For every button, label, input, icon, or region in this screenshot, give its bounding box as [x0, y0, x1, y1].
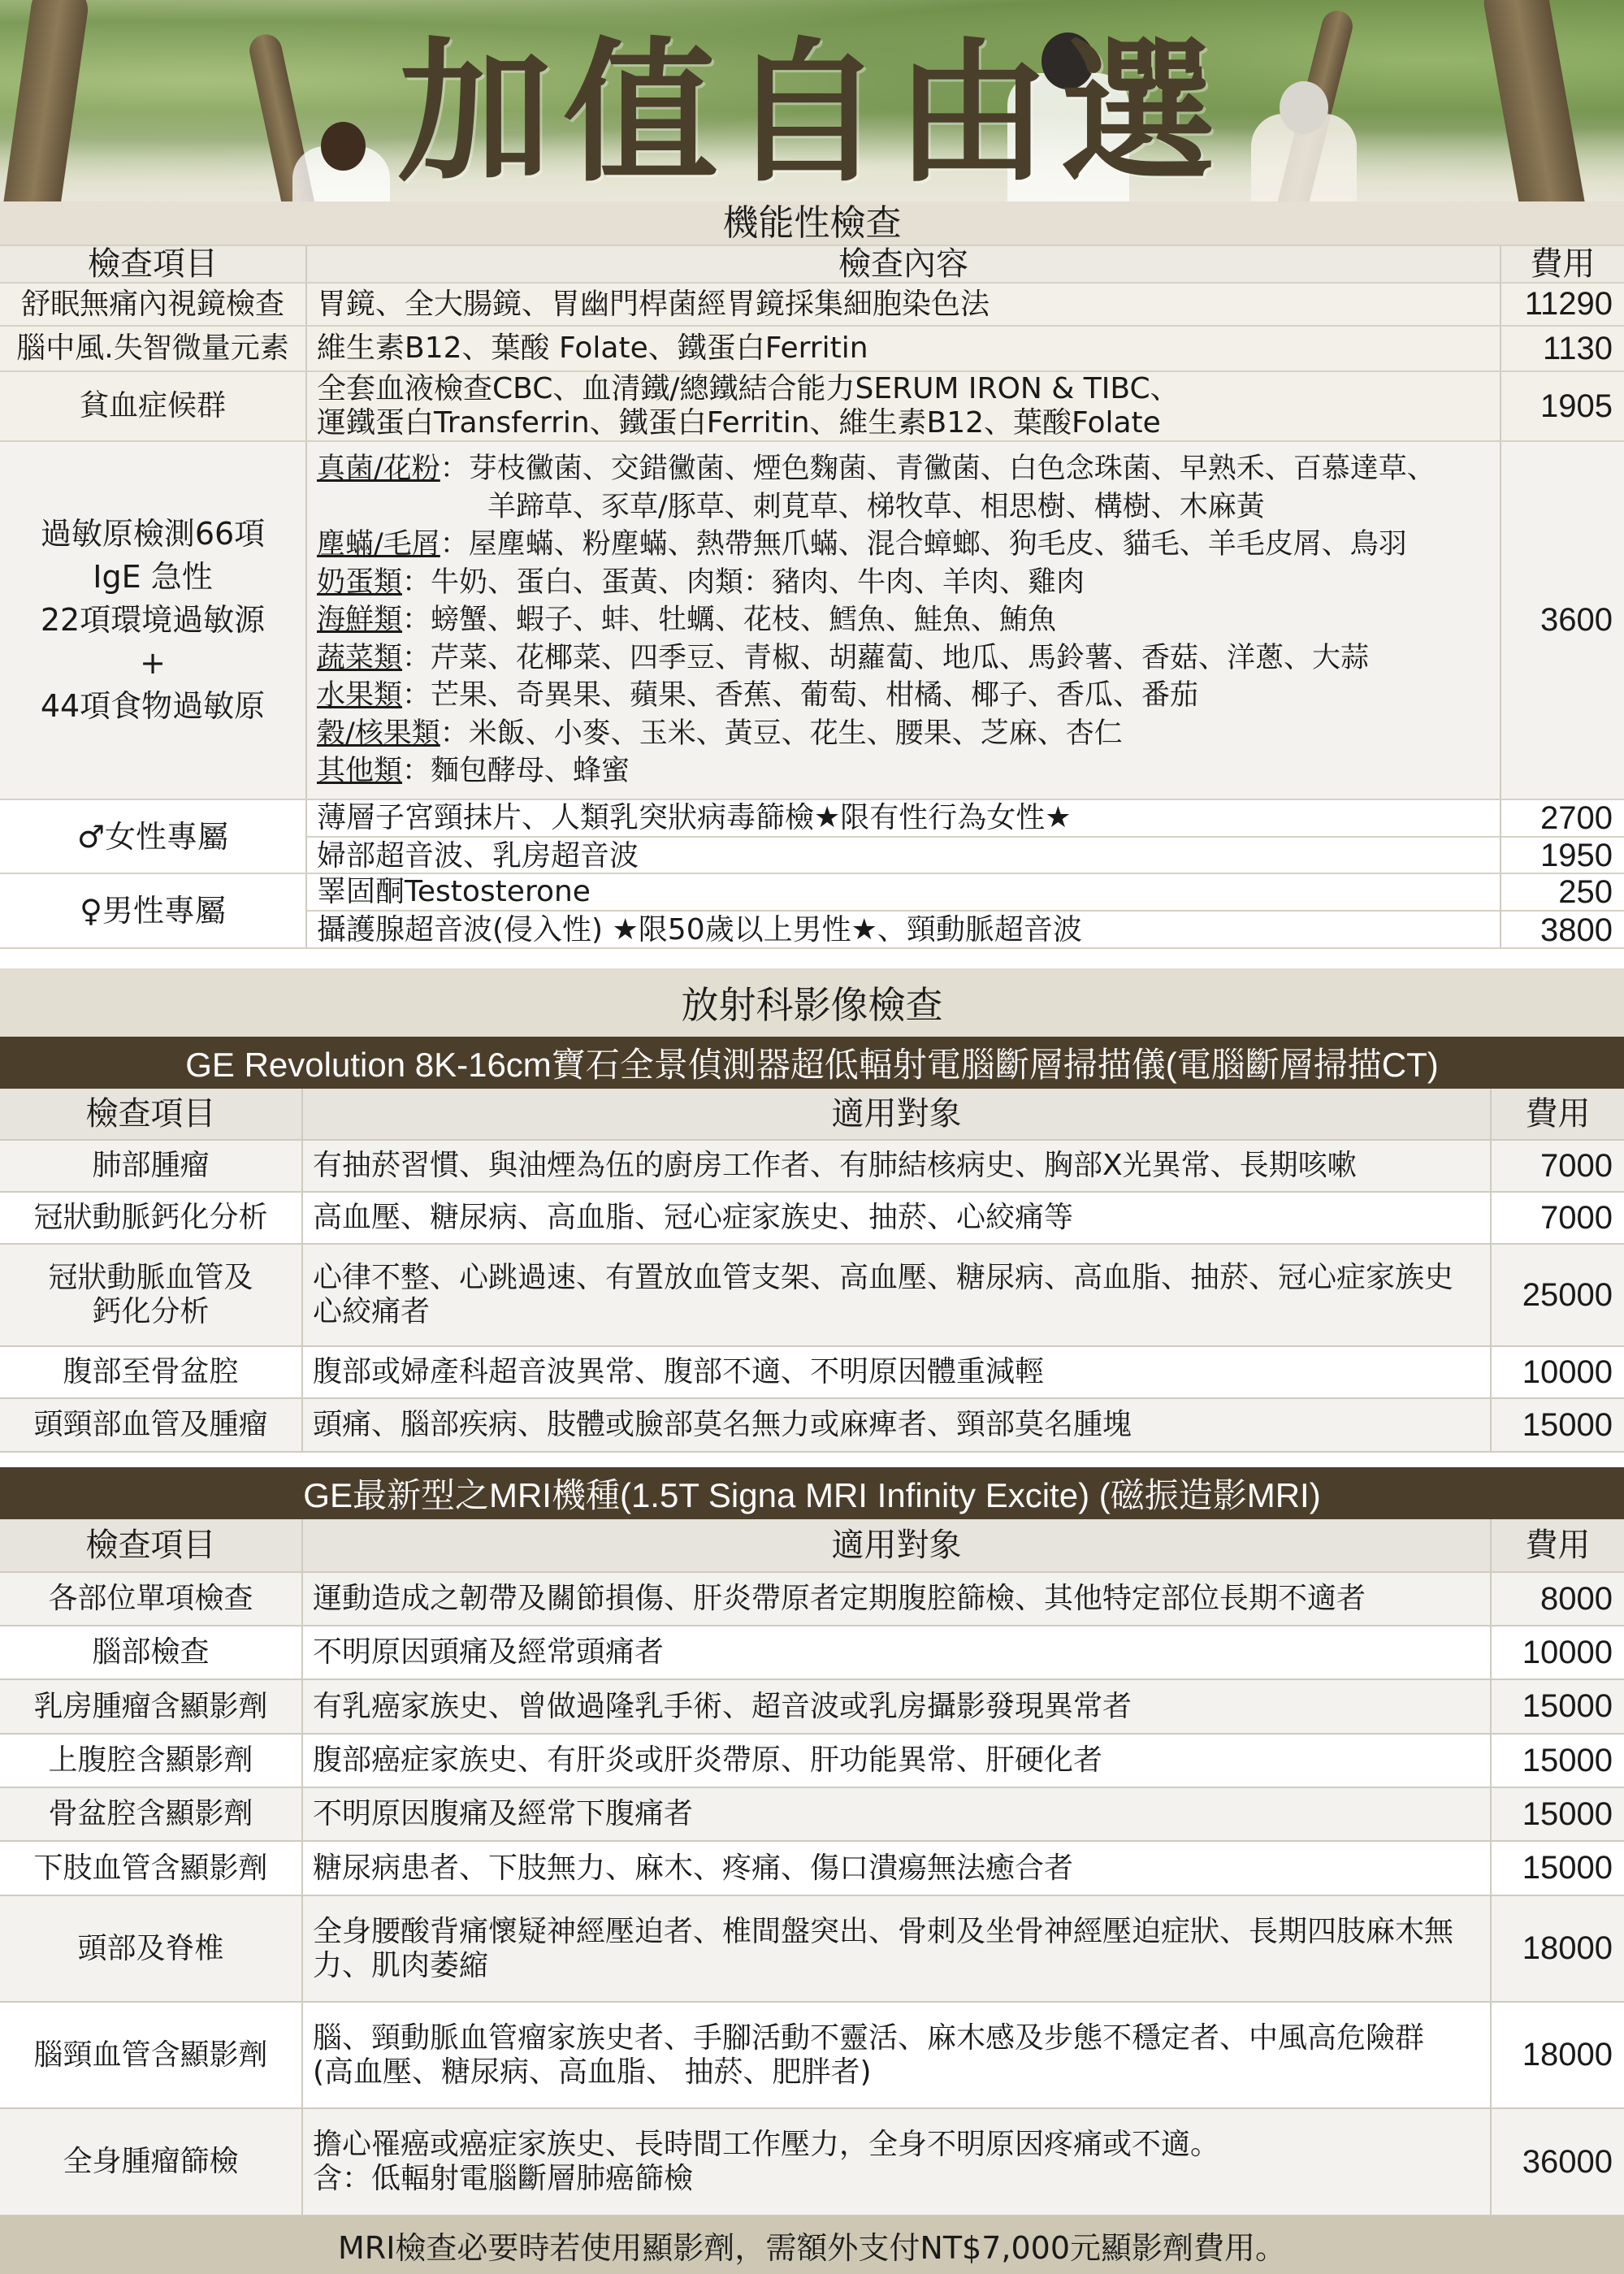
exam-target: 腹部或婦產科超音波異常、腹部不適、不明原因體重減輕: [313, 1355, 1045, 1388]
exam-item: 腦中風.失智微量元素: [16, 331, 289, 365]
header-item: 檢查項目: [88, 245, 218, 283]
allergy-category: 蔬菜類: [317, 641, 403, 674]
table-row: [0, 1141, 1624, 1193]
allergy-item-line: 22項環境過敏源: [40, 602, 266, 638]
male-group: [0, 874, 1624, 949]
exam-target-line: (高血壓、糖尿病、高血脂、 抽菸、肥胖者): [313, 2055, 872, 2089]
exam-fee: 8000: [1540, 1580, 1613, 1617]
exam-target: 有抽菸習慣、與油煙為伍的廚房工作者、有肺結核病史、胸部X光異常、長期咳嗽: [313, 1149, 1357, 1182]
header-content: 檢查內容: [838, 245, 968, 283]
section-gap: [0, 949, 1624, 968]
page-title: 加值自由選: [397, 24, 1227, 201]
male-exclusive-label: ♀男性專屬: [80, 893, 226, 929]
exam-content: 維生素B12、葉酸 Folate、鐵蛋白Ferritin: [317, 331, 868, 365]
table-row: [0, 1626, 1624, 1680]
allergy-items: 羊蹄草、豕草/豚草、刺莧草、梯牧草、相思樹、構樹、木麻黃: [487, 490, 1265, 523]
exam-fee: 10000: [1522, 1354, 1613, 1390]
table-row: [0, 1573, 1624, 1626]
female-group: [0, 800, 1624, 874]
allergy-line: [317, 715, 1436, 753]
exam-fee: 15000: [1522, 1795, 1613, 1832]
allergy-items: ：米飯、小麥、玉米、黃豆、花生、腰果、芝麻、杏仁: [440, 717, 1123, 750]
exam-target-line: 腦、頸動脈血管瘤家族史者、手腳活動不靈活、麻木感及步態不穩定者、中風高危險群: [313, 2021, 1425, 2055]
allergy-line: [317, 752, 1436, 790]
allergy-item-line: +: [140, 645, 166, 681]
exam-item: 上腹腔含顯影劑: [48, 1743, 253, 1777]
table-row: [0, 2109, 1624, 2216]
exam-fee: 1950: [1540, 838, 1613, 873]
exam-item: 舒眠無痛內視鏡檢查: [20, 287, 284, 321]
exam-fee: 15000: [1522, 1688, 1613, 1724]
contrast-fee-note: MRI檢查必要時若使用顯影劑，需額外支付NT$7,000元顯影劑費用。: [0, 2216, 1624, 2274]
table-row: [0, 2003, 1624, 2109]
exam-content: 攝護腺超音波(侵入性) ★限50歲以上男性★、頸動脈超音波: [317, 913, 1082, 946]
exam-target: 不明原因腹痛及經常下腹痛者: [313, 1797, 694, 1830]
exam-fee: 250: [1558, 873, 1613, 910]
section-title-row: [0, 201, 1624, 246]
exam-target-line: 擔心罹癌或癌症家族史、長時間工作壓力，全身不明原因疼痛或不適。: [313, 2128, 1220, 2161]
section-title: 機能性檢查: [722, 201, 902, 244]
table-row: [0, 1245, 1624, 1347]
header-item: 檢查項目: [85, 1095, 216, 1133]
table-header-row: [0, 1519, 1624, 1573]
allergy-item-line: 過敏原檢測66項: [40, 516, 266, 552]
table-row: [0, 1735, 1624, 1788]
allergy-line: [317, 677, 1436, 715]
exam-item: 冠狀動脈鈣化分析: [33, 1201, 268, 1234]
header-fee: 費用: [1525, 1095, 1591, 1133]
table-row: [0, 1842, 1624, 1896]
allergy-items: ：屋塵蟎、粉塵蟎、熱帶無爪蟎、混合蟑螂、狗毛皮、貓毛、羊毛皮屑、鳥羽: [440, 528, 1407, 561]
exam-target-line: 心律不整、心跳過速、有置放血管支架、高血壓、糖尿病、高血脂、抽菸、冠心症家族史: [313, 1261, 1454, 1294]
exam-item: 頭部及脊椎: [77, 1931, 224, 1965]
allergy-category: 穀/核果類: [317, 717, 440, 750]
table-row: [0, 1896, 1624, 2003]
allergy-line: [317, 564, 1436, 602]
table-row: [0, 1399, 1624, 1453]
exam-item: 腹部至骨盆腔: [63, 1355, 239, 1388]
allergy-item-line: IgE 急性: [93, 559, 213, 595]
exam-target: 糖尿病患者、下肢無力、麻木、疼痛、傷口潰瘍無法癒合者: [313, 1851, 1074, 1885]
exam-fee: 7000: [1540, 1147, 1613, 1184]
mri-banner: GE最新型之MRI機種(1.5T Signa MRI Infinity Excite) (磁振造影MRI): [0, 1467, 1624, 1519]
exam-content: 婦部超音波、乳房超音波: [317, 838, 639, 873]
allergy-items: ：芒果、奇異果、蘋果、香蕉、葡萄、柑橘、椰子、香瓜、番茄: [402, 679, 1199, 713]
allergy-line: [317, 488, 1436, 526]
exam-item: 腦頸血管含顯影劑: [33, 2038, 268, 2072]
exam-fee: 1905: [1540, 388, 1613, 424]
ct-banner: GE Revolution 8K-16cm寶石全景偵測器超低輻射電腦斷層掃描儀(電腦斷層掃描CT): [0, 1037, 1624, 1089]
exam-item-line: 鈣化分析: [92, 1295, 210, 1328]
exam-target-line: 力、肌肉萎縮: [313, 1948, 489, 1982]
exam-content: 睪固酮Testosterone: [317, 875, 591, 908]
header-target: 適用對象: [831, 1527, 962, 1564]
exam-fee: 18000: [1522, 2037, 1613, 2073]
exam-target: 腹部癌症家族史、有肝炎或肝炎帶原、肝功能異常、肝硬化者: [313, 1743, 1103, 1777]
table-header-row: [0, 1089, 1624, 1141]
exam-fee: 1130: [1542, 330, 1613, 366]
allergy-category: 海鮮類: [317, 604, 403, 637]
header-target: 適用對象: [831, 1095, 962, 1133]
exam-content: 薄層子宮頸抹片、人類乳突狀病毒篩檢★限有性行為女性★: [317, 801, 1072, 834]
exam-item-line: 冠狀動脈血管及: [48, 1261, 253, 1294]
allergy-line: [317, 526, 1436, 564]
exam-item: 頭頸部血管及腫瘤: [33, 1408, 268, 1441]
table-row: [0, 1680, 1624, 1735]
allergy-item-line: 44項食物過敏原: [40, 688, 266, 724]
exam-target-line: 全身腰酸背痛懷疑神經壓迫者、椎間盤突出、骨刺及坐骨神經壓迫症狀、長期四肢麻木無: [313, 1914, 1454, 1948]
allergy-line: [317, 639, 1436, 678]
exam-content-line: 全套血液檢查CBC、血清鐵/總鐵結合能力SERUM IRON & TIBC、: [317, 372, 1180, 405]
exam-target: 高血壓、糖尿病、高血脂、冠心症家族史、抽菸、心絞痛等: [313, 1201, 1074, 1234]
allergy-items: ：牛奶、蛋白、蛋黃、肉類：豬肉、牛肉、羊肉、雞肉: [402, 565, 1085, 599]
header-item: 檢查項目: [85, 1527, 216, 1564]
allergy-line: [317, 601, 1436, 639]
exam-item: 全身腫瘤篩檢: [63, 2145, 239, 2178]
table-row: [0, 1347, 1624, 1399]
exam-fee: 7000: [1540, 1199, 1613, 1236]
exam-target: 頭痛、腦部疾病、肢體或臉部莫名無力或麻痺者、頸部莫名腫塊: [313, 1408, 1132, 1441]
table-header-row: [0, 246, 1624, 284]
section-gap: [0, 1453, 1624, 1467]
radiology-section-title: 放射科影像檢查: [0, 968, 1624, 1037]
exam-fee: 3800: [1540, 912, 1613, 948]
exam-target: 不明原因頭痛及經常頭痛者: [313, 1635, 665, 1669]
exam-fee: 25000: [1522, 1276, 1613, 1313]
allergy-line: [317, 450, 1436, 488]
table-row: [0, 327, 1624, 372]
exam-item: 腦部檢查: [92, 1635, 210, 1669]
exam-item: 貧血症候群: [79, 389, 226, 422]
allergy-category: 水果類: [317, 679, 403, 713]
exam-fee: 2700: [1540, 799, 1613, 836]
exam-fee: 11290: [1524, 286, 1613, 322]
table-row: [0, 284, 1624, 327]
exam-fee: 18000: [1522, 1930, 1613, 1966]
exam-item: 肺部腫瘤: [92, 1149, 210, 1182]
female-exclusive-label: ♂女性專屬: [76, 818, 229, 855]
allergy-category: 其他類: [317, 755, 403, 788]
allergy-row: [0, 442, 1624, 800]
allergy-items: ：螃蟹、蝦子、蚌、牡蠣、花枝、鱈魚、鮭魚、鮪魚: [402, 604, 1057, 637]
exam-item: 骨盆腔含顯影劑: [48, 1797, 253, 1830]
exam-target: 運動造成之韌帶及關節損傷、肝炎帶原者定期腹腔篩檢、其他特定部位長期不適者: [313, 1582, 1366, 1615]
exam-item: 下肢血管含顯影劑: [33, 1851, 268, 1885]
header-fee: 費用: [1525, 1527, 1591, 1564]
exam-target-line: 心絞痛者: [313, 1295, 431, 1328]
hero-banner: [0, 0, 1624, 201]
table-row: [0, 1193, 1624, 1245]
exam-fee: 15000: [1522, 1406, 1613, 1443]
exam-fee: 3600: [1540, 602, 1613, 638]
exam-item: 乳房腫瘤含顯影劑: [33, 1689, 268, 1723]
exam-content: 胃鏡、全大腸鏡、胃幽門桿菌經胃鏡採集細胞染色法: [317, 287, 990, 321]
exam-item: 各部位單項檢查: [48, 1582, 253, 1615]
allergy-items: ：麵包酵母、蜂蜜: [402, 755, 630, 788]
exam-fee: 36000: [1522, 2143, 1613, 2180]
header-fee: 費用: [1530, 245, 1596, 283]
exam-target-line: 含：低輻射電腦斷層肺癌篩檢: [313, 2162, 694, 2195]
allergy-items: ：芹菜、花椰菜、四季豆、青椒、胡蘿蔔、地瓜、馬鈴薯、香菇、洋蔥、大蒜: [402, 641, 1370, 674]
exam-fee: 15000: [1522, 1742, 1613, 1778]
table-row: [0, 372, 1624, 442]
allergy-category: 真菌/花粉: [317, 453, 440, 486]
table-row: [0, 1788, 1624, 1842]
allergy-category: 塵蟎/毛屑: [317, 528, 440, 561]
exam-fee: 10000: [1522, 1634, 1613, 1670]
allergy-category: 奶蛋類: [317, 565, 403, 599]
exam-content-line: 運鐵蛋白Transferrin、鐵蛋白Ferritin、維生素B12、葉酸Folate: [317, 406, 1161, 440]
exam-target: 有乳癌家族史、曾做過隆乳手術、超音波或乳房攝影發現異常者: [313, 1689, 1132, 1723]
exam-fee: 15000: [1522, 1850, 1613, 1886]
allergy-items: ：芽枝黴菌、交錯黴菌、煙色麴菌、青黴菌、白色念珠菌、早熟禾、百慕達草、: [440, 453, 1436, 486]
